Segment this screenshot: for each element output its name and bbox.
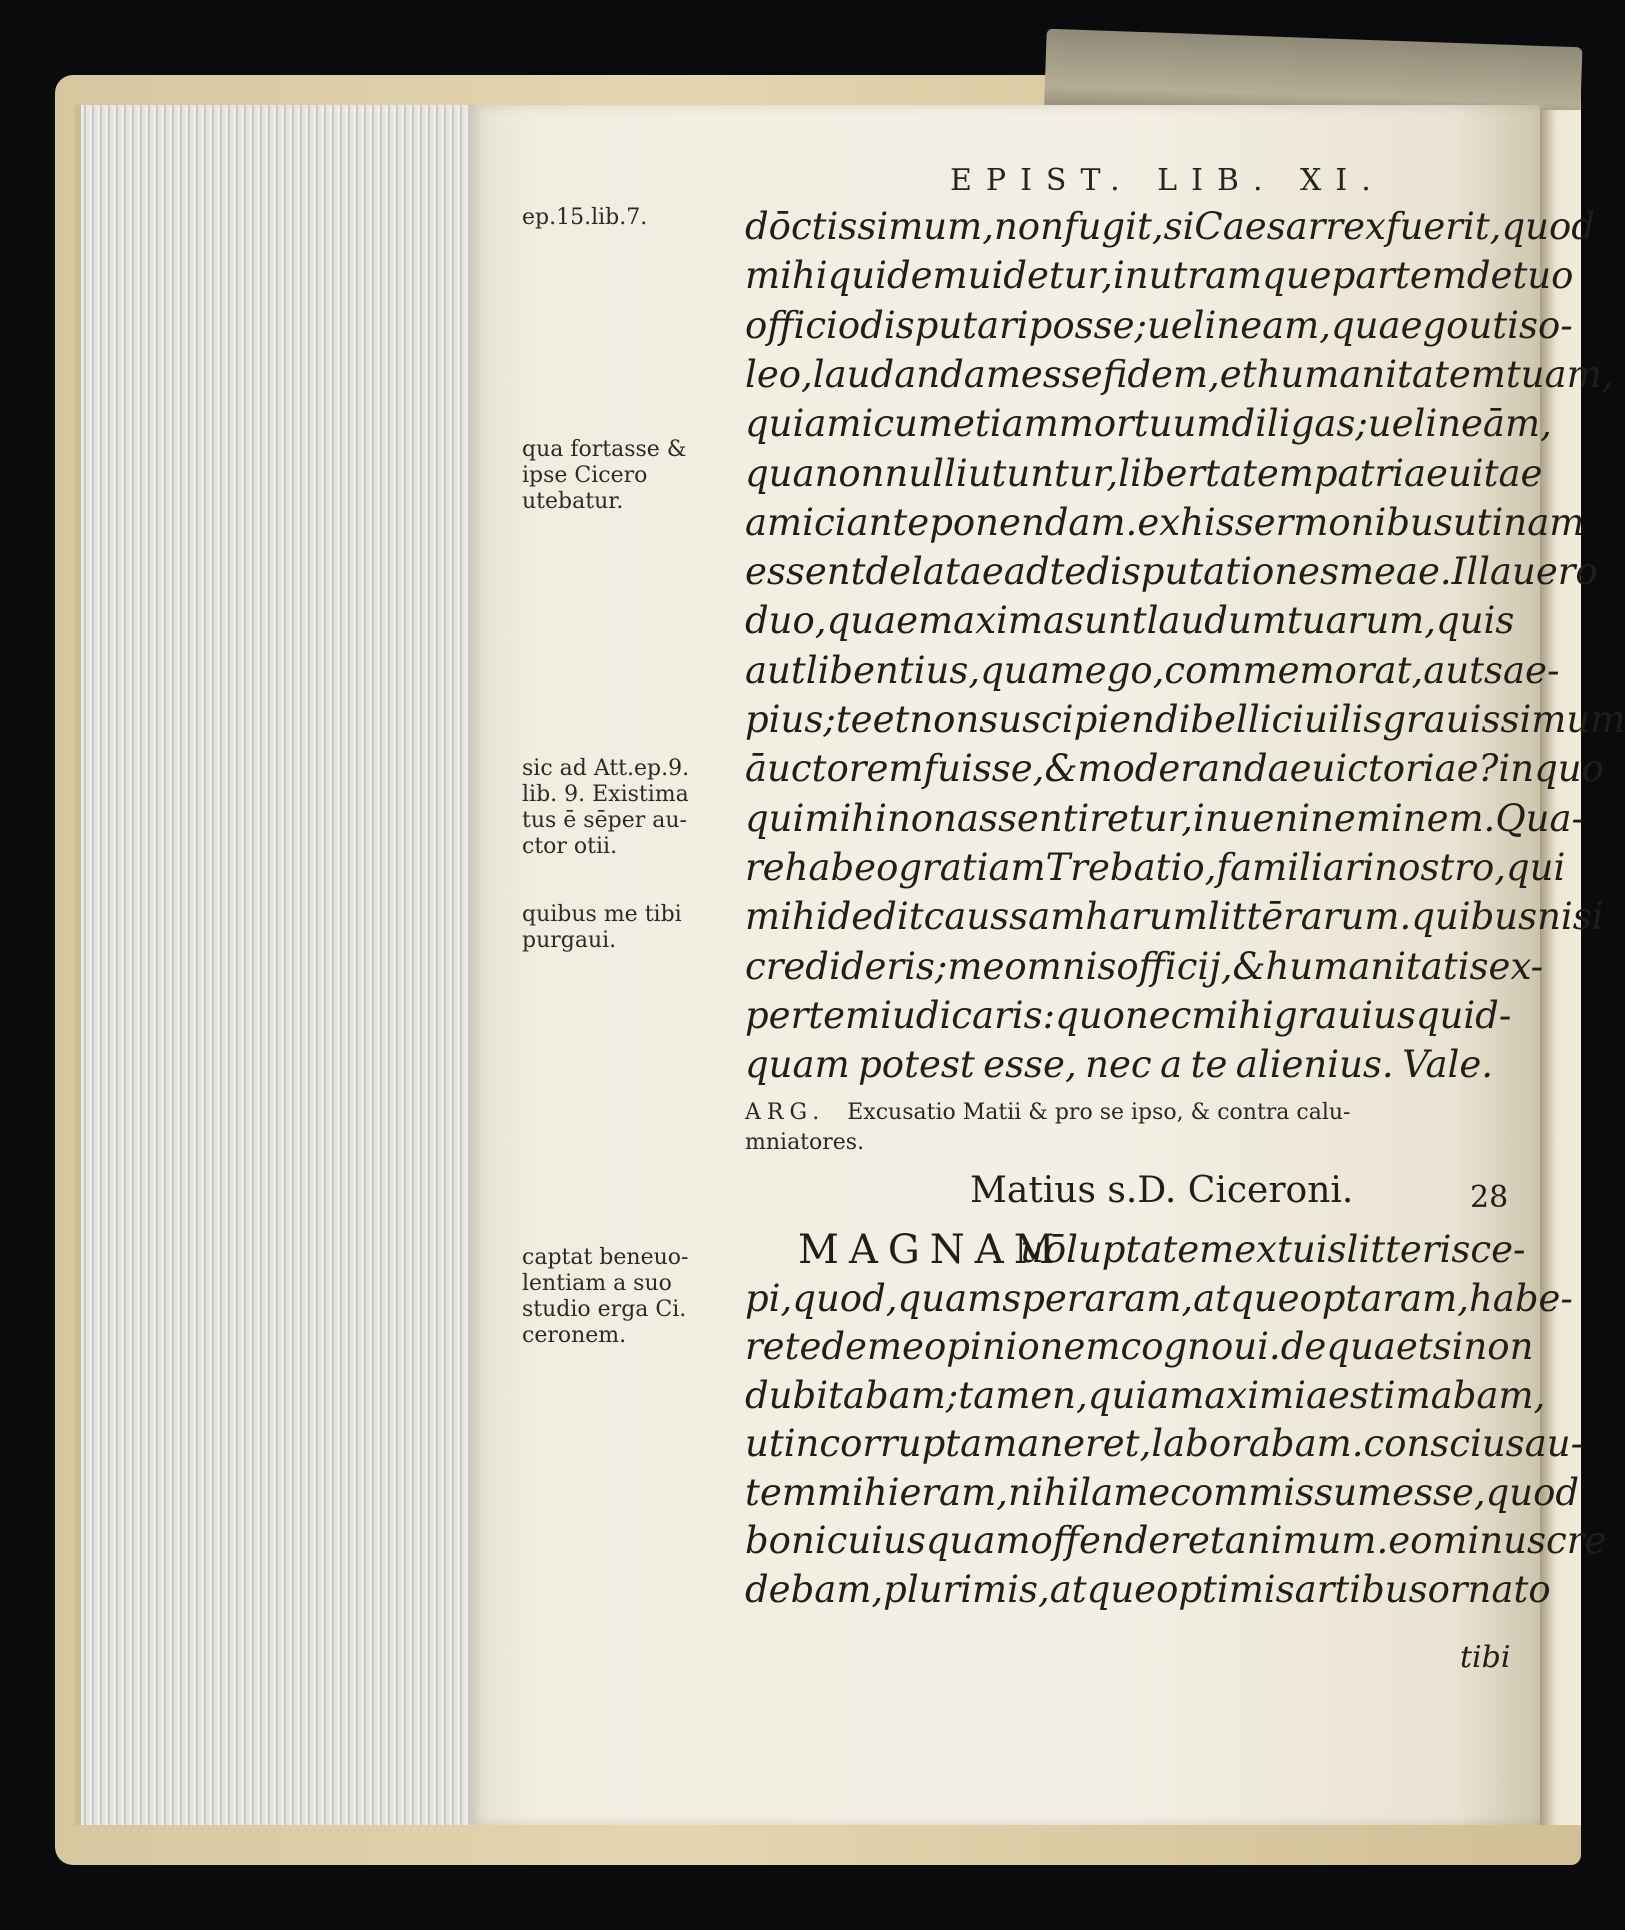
margin-note-line: captat beneuo- [522,1245,689,1270]
margin-note-line: ep.15.lib.7. [522,205,648,230]
margin-note-line: purgaui. [522,928,617,953]
text-line: uōluptatem ex tuis litteris ce- [1020,1228,1526,1271]
text-line: debam, plurimis, atque optimis artibus ornato [745,1567,1551,1611]
text-line: pi, quod, quam speraram, atque optaram, habe- [745,1276,1573,1320]
text-line: duo, quae maxima sunt laudum tuarum, quis [745,599,1515,643]
margin-note-line: ctor otii. [522,834,618,859]
text-line: dōctissimum, non fugit, si Caesar rex fuerit, quod [745,205,1595,248]
text-line: quam potest esse, nec a te alienius. Vale. [745,1043,1493,1087]
text-line: qua non nulli utuntur, libertatem patriae uitae [745,451,1543,495]
margin-note-line: tus ē sēper au- [522,808,687,833]
text-line: tem mihi eram, nihil a me commissum esse, quod [745,1470,1580,1514]
text-line: dubitabam; tamen, quia maximi aestimabam, [745,1373,1546,1417]
text-line: re habeo gratiam Trebatio, familiari nostro, qui [745,845,1566,889]
text-line: ut incorrupta maneret, laborabam. conscius au- [745,1422,1584,1465]
argument-text: Excusatio Matii & pro se ipso, & contra calu- [847,1100,1351,1125]
letter-number: 28 [1470,1180,1509,1215]
text-line: officio disputari posse; uel in eam, qua ego uti so- [745,303,1573,347]
margin-note [522,205,742,231]
margin-note [522,437,742,515]
text-line: mihi quidem uidetur, in utramque partem de tuo [745,254,1574,298]
text-line: mihi dedit caussam harum littērarum. quibus nisi [745,895,1604,939]
catchword: tibi [1460,1640,1511,1675]
text-line: pertem iudicaris: quo nec mihi grauius quid- [745,993,1512,1037]
margin-note [522,756,742,860]
margin-note-line: sic ad Att.ep.9. [522,756,690,781]
text-line: aut libentius, quam ego, commemorat, aut sae- [745,648,1560,692]
text-line: amici anteponendam. ex his sermonibus utinam [745,500,1585,544]
text-line: boni cuiusquam offenderet animum. eo minus cre [745,1519,1607,1562]
running-header: EPIST. LIB. XI. [950,163,1385,198]
margin-note-line: ceronem. [522,1323,627,1348]
margin-note-line: utebatur. [522,489,624,514]
margin-note [522,902,742,954]
text-line: credideris; me omnis officij, & humanitatis ex- [745,944,1544,988]
text-line: leo, laudandam esse fidem, et humanitatem tuam, [745,352,1614,396]
text-line: qui mihi non assentiretur, inueni neminem. Qua- [745,796,1585,840]
margin-note-line: lentiam a suo [522,1271,672,1296]
margin-note-line: studio erga Ci. [522,1297,687,1322]
margin-note [522,1245,742,1349]
argument-line [745,1098,1493,1128]
salutation: Matius s.D. Ciceroni. [970,1170,1354,1211]
incipit: MAGNAM [798,1227,1065,1273]
text-line: re te de me opinionem cognoui. de qua etsi non [745,1325,1534,1368]
text-line: pius; te et non suscipiendi belli ciuilis grauissimum [745,698,1625,741]
argument-label: ARG. [745,1100,826,1125]
text-line: āuctorem fuisse, & moderandae uictoriae? in quo [745,747,1604,791]
text-line: qui amicum etiam mortuum diligas; uel in eām, [745,402,1552,446]
text-line: essent delatae ad te disputationes meae. Illa uero [745,550,1598,594]
page-edges [75,105,476,1825]
margin-note-line: ipse Cicero [522,463,648,488]
argument-line-2: mniatores. [745,1130,865,1155]
margin-note-line: qua fortasse & [522,437,687,462]
margin-note-line: lib. 9. Existima [522,782,689,807]
margin-note-line: quibus me tibi [522,902,682,927]
